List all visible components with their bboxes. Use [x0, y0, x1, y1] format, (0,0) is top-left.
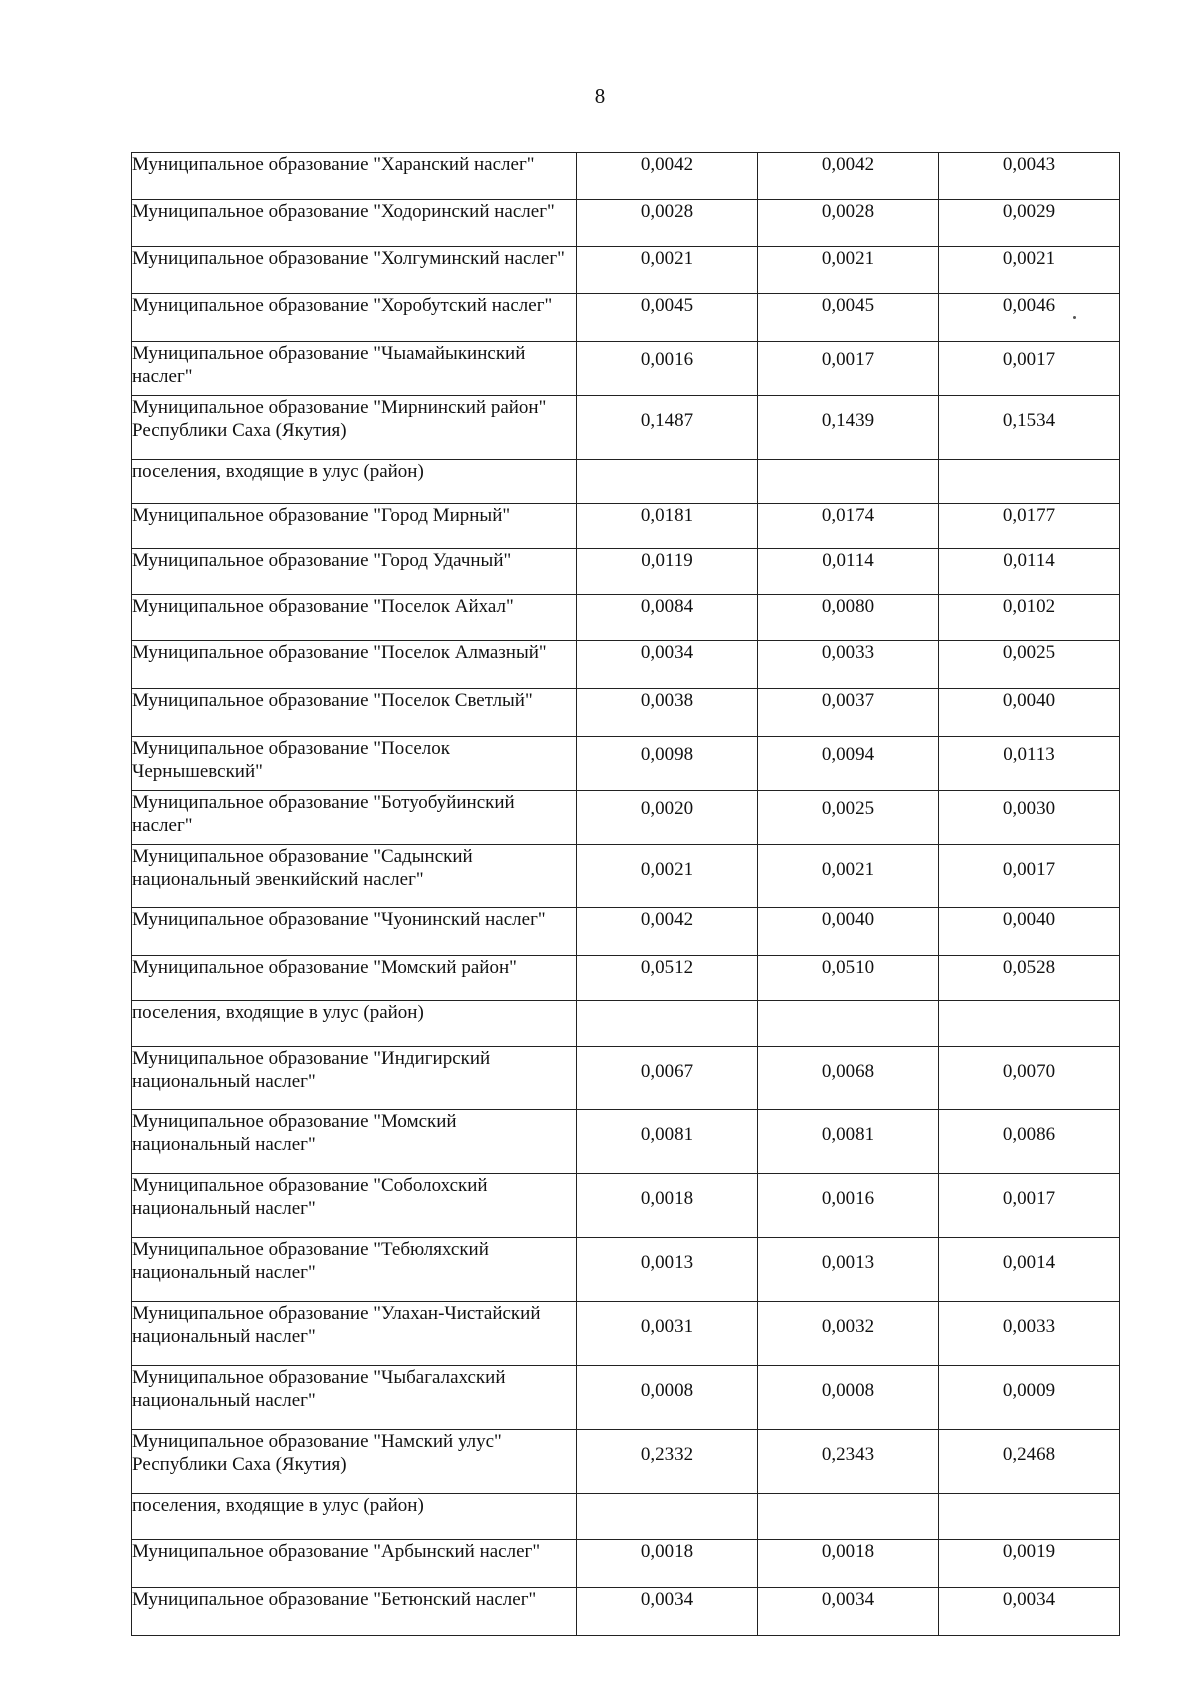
row-value-3: 0,1534: [939, 396, 1120, 460]
row-name: Муниципальное образование "Город Мирный": [132, 504, 577, 549]
row-value-2: 0,0016: [758, 1174, 939, 1238]
row-value-3: [939, 460, 1120, 504]
row-value-2: 0,2343: [758, 1430, 939, 1494]
row-value-2: 0,0037: [758, 689, 939, 737]
row-name: Муниципальное образование "Улахан-Чистайский национальный наслег": [132, 1302, 577, 1366]
row-value-1: 0,0038: [577, 689, 758, 737]
row-value-1: 0,0031: [577, 1302, 758, 1366]
row-value-3: 0,0034: [939, 1588, 1120, 1636]
row-value-3: 0,0528: [939, 956, 1120, 1001]
row-name: Муниципальное образование "Чыбагалахский национальный наслег": [132, 1366, 577, 1430]
row-name: Муниципальное образование "Холгуминский наслег": [132, 247, 577, 294]
row-value-3: 0,0025: [939, 641, 1120, 689]
row-name: Муниципальное образование "Садынский национальный эвенкийский наслег": [132, 845, 577, 908]
row-value-1: 0,0021: [577, 247, 758, 294]
row-value-3: 0,0040: [939, 908, 1120, 956]
row-value-1: 0,0013: [577, 1238, 758, 1302]
row-value-3: 0,0086: [939, 1110, 1120, 1174]
row-value-3: 0,0043: [939, 153, 1120, 200]
row-value-1: 0,0042: [577, 153, 758, 200]
row-value-1: 0,1487: [577, 396, 758, 460]
row-name: Муниципальное образование "Индигирский национальный наслег": [132, 1047, 577, 1110]
row-value-2: 0,0017: [758, 342, 939, 396]
row-value-1: 0,0021: [577, 845, 758, 908]
row-value-2: 0,0021: [758, 247, 939, 294]
row-value-2: 0,0028: [758, 200, 939, 247]
row-name: Муниципальное образование "Поселок Айхал": [132, 595, 577, 641]
row-value-1: 0,0098: [577, 737, 758, 791]
section-label: поселения, входящие в улус (район): [132, 1494, 577, 1540]
row-name: Муниципальное образование "Город Удачный": [132, 549, 577, 595]
row-value-3: 0,0017: [939, 845, 1120, 908]
row-value-3: 0,0009: [939, 1366, 1120, 1430]
row-value-2: 0,0045: [758, 294, 939, 342]
row-value-2: 0,0080: [758, 595, 939, 641]
row-value-3: 0,0177: [939, 504, 1120, 549]
row-value-1: 0,0081: [577, 1110, 758, 1174]
row-value-1: 0,0045: [577, 294, 758, 342]
row-value-2: 0,0018: [758, 1540, 939, 1588]
data-table: [131, 152, 1120, 1636]
row-value-2: [758, 1001, 939, 1047]
row-value-1: 0,0067: [577, 1047, 758, 1110]
row-value-3: 0,0030: [939, 791, 1120, 845]
row-name: Муниципальное образование "Арбынский наслег": [132, 1540, 577, 1588]
row-value-3: 0,0017: [939, 1174, 1120, 1238]
row-value-1: 0,0034: [577, 641, 758, 689]
row-name: Муниципальное образование "Намский улус" Республики Саха (Якутия): [132, 1430, 577, 1494]
row-name: Муниципальное образование "Ходоринский наслег": [132, 200, 577, 247]
row-value-2: 0,0042: [758, 153, 939, 200]
row-value-3: 0,0014: [939, 1238, 1120, 1302]
row-value-2: [758, 460, 939, 504]
row-value-2: 0,0025: [758, 791, 939, 845]
row-value-2: [758, 1494, 939, 1540]
row-value-2: 0,0510: [758, 956, 939, 1001]
row-value-2: 0,0033: [758, 641, 939, 689]
row-value-3: 0,2468: [939, 1430, 1120, 1494]
row-name: Муниципальное образование "Мирнинский район" Республики Саха (Якутия): [132, 396, 577, 460]
row-value-1: 0,0084: [577, 595, 758, 641]
row-value-3: 0,0021: [939, 247, 1120, 294]
row-value-2: 0,0013: [758, 1238, 939, 1302]
row-value-1: 0,0034: [577, 1588, 758, 1636]
row-value-1: 0,0018: [577, 1540, 758, 1588]
table-body: [132, 153, 1120, 1636]
row-value-3: 0,0102: [939, 595, 1120, 641]
row-value-1: 0,0008: [577, 1366, 758, 1430]
row-value-2: 0,0094: [758, 737, 939, 791]
scan-speck: [1073, 316, 1076, 319]
row-value-3: 0,0040: [939, 689, 1120, 737]
row-value-1: 0,0016: [577, 342, 758, 396]
row-value-1: 0,0018: [577, 1174, 758, 1238]
row-name: Муниципальное образование "Соболохский национальный наслег": [132, 1174, 577, 1238]
row-value-2: 0,0008: [758, 1366, 939, 1430]
row-value-3: 0,0033: [939, 1302, 1120, 1366]
section-label: поселения, входящие в улус (район): [132, 460, 577, 504]
row-name: Муниципальное образование "Бетюнский наслег": [132, 1588, 577, 1636]
row-value-2: 0,0040: [758, 908, 939, 956]
row-value-2: 0,1439: [758, 396, 939, 460]
row-name: Муниципальное образование "Харанский наслег": [132, 153, 577, 200]
row-name: Муниципальное образование "Момский национальный наслег": [132, 1110, 577, 1174]
row-name: Муниципальное образование "Момский район": [132, 956, 577, 1001]
row-value-1: 0,0020: [577, 791, 758, 845]
row-value-1: [577, 1494, 758, 1540]
row-name: Муниципальное образование "Тебюляхский национальный наслег": [132, 1238, 577, 1302]
row-value-2: 0,0034: [758, 1588, 939, 1636]
row-name: Муниципальное образование "Поселок Алмазный": [132, 641, 577, 689]
row-value-2: 0,0032: [758, 1302, 939, 1366]
row-name: Муниципальное образование "Поселок Светлый": [132, 689, 577, 737]
row-value-3: 0,0113: [939, 737, 1120, 791]
row-value-1: 0,0119: [577, 549, 758, 595]
row-value-3: 0,0017: [939, 342, 1120, 396]
row-value-2: 0,0081: [758, 1110, 939, 1174]
row-value-3: [939, 1001, 1120, 1047]
row-value-1: 0,0181: [577, 504, 758, 549]
row-name: Муниципальное образование "Поселок Чернышевский": [132, 737, 577, 791]
row-value-1: [577, 460, 758, 504]
row-name: Муниципальное образование "Чыамайыкинский наслег": [132, 342, 577, 396]
row-value-2: 0,0068: [758, 1047, 939, 1110]
row-value-1: 0,0042: [577, 908, 758, 956]
row-value-1: 0,0028: [577, 200, 758, 247]
row-value-3: 0,0114: [939, 549, 1120, 595]
row-value-2: 0,0021: [758, 845, 939, 908]
row-value-1: 0,2332: [577, 1430, 758, 1494]
row-value-3: 0,0029: [939, 200, 1120, 247]
row-value-3: [939, 1494, 1120, 1540]
row-name: Муниципальное образование "Ботуобуйинский наслег": [132, 791, 577, 845]
page-number: 8: [594, 84, 606, 108]
row-value-2: 0,0114: [758, 549, 939, 595]
row-name: Муниципальное образование "Чуонинский наслег": [132, 908, 577, 956]
row-value-1: 0,0512: [577, 956, 758, 1001]
row-value-3: 0,0019: [939, 1540, 1120, 1588]
row-name: Муниципальное образование "Хоробутский наслег": [132, 294, 577, 342]
row-value-2: 0,0174: [758, 504, 939, 549]
row-value-3: 0,0070: [939, 1047, 1120, 1110]
row-value-3: 0,0046: [939, 294, 1120, 342]
section-label: поселения, входящие в улус (район): [132, 1001, 577, 1047]
row-value-1: [577, 1001, 758, 1047]
